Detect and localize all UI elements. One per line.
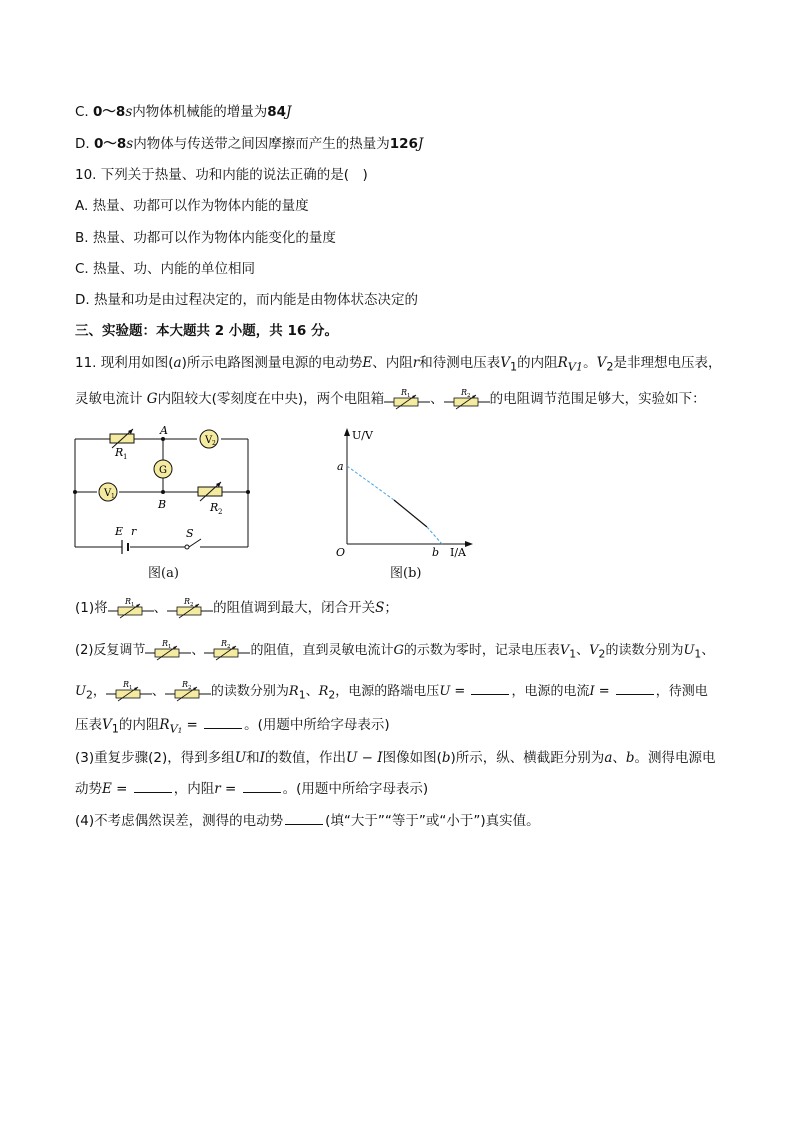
- step-symbol: R: [318, 684, 329, 699]
- step-symbol: U: [75, 684, 86, 699]
- resistor-box-r1-icon: [384, 388, 430, 410]
- step-text: 动势: [75, 781, 102, 797]
- option-c-text: 内物体机械能的增量为: [132, 104, 268, 120]
- option-d-value: 126: [389, 136, 418, 152]
- step-text: )所示，纵、横截距分别为: [450, 750, 605, 766]
- resistor-box-r1-icon: [108, 597, 154, 619]
- q11-text: 11. 现利用如图(: [75, 355, 174, 371]
- figure-a-caption: 图(a): [148, 566, 179, 581]
- step-text: =: [111, 781, 132, 797]
- step-text: 、: [612, 750, 626, 766]
- answer-blank-comparison[interactable]: [285, 812, 323, 825]
- step-text: =: [182, 717, 203, 733]
- step-symbol: I: [589, 684, 595, 699]
- step-subscript: 2: [85, 688, 93, 702]
- q11-text: 灵敏电流计: [75, 391, 147, 407]
- step-symbol: r: [214, 781, 221, 797]
- label-v2-sub: 2: [212, 440, 216, 447]
- resistor-box-r2-icon: [167, 597, 213, 619]
- q11-symbol-r: r: [412, 355, 420, 371]
- label-v2: V: [205, 435, 213, 446]
- step-3-cont: [75, 780, 428, 798]
- section-3-score: 16: [287, 323, 307, 339]
- intercept-a-label: a: [337, 460, 344, 473]
- step-symbol: b: [625, 750, 635, 766]
- option-d-text: 内物体与传送带之间因摩擦而产生的热量为: [133, 136, 390, 152]
- option-d-value-unit: J: [417, 136, 424, 152]
- answer-blank-emf[interactable]: [134, 780, 172, 793]
- option-d-prefix: D.: [75, 136, 94, 152]
- resistor-box-r2-icon: [204, 639, 250, 661]
- step-symbol: I: [259, 750, 265, 766]
- step-2-cont-2: [75, 716, 390, 739]
- option-d-range: 0～8: [93, 136, 127, 152]
- q10-option-b: B. 热量、功都可以作为物体内能变化的量度: [75, 230, 336, 246]
- resistor-label: R: [162, 639, 169, 648]
- step-text: (2)反复调节: [75, 643, 146, 658]
- step-symbol: U − I: [345, 750, 383, 766]
- step-symbol: E: [102, 781, 112, 797]
- step-text: 、: [305, 684, 319, 699]
- q10-stem: 10. 下列关于热量、功和内能的说法正确的是( ): [75, 167, 368, 183]
- circuit-diagram: [70, 424, 260, 582]
- step-text: 、: [701, 643, 715, 658]
- step-text: ，待测电: [655, 684, 708, 699]
- q11-subscript: 2: [606, 360, 614, 374]
- step-symbol: U: [439, 684, 451, 699]
- step-text: ；: [384, 600, 398, 616]
- q11-symbol-v2: V: [596, 355, 607, 371]
- step-4: [75, 812, 540, 830]
- step-2-cont: [75, 680, 708, 705]
- q11-symbol-rv1: R: [557, 355, 568, 371]
- resistor-label-sub: 1: [128, 685, 133, 691]
- label-e: E: [115, 525, 124, 538]
- step-text: ，电源的路端电压: [335, 684, 440, 699]
- step-symbol: U: [683, 643, 695, 658]
- step-symbol: V: [102, 717, 112, 733]
- option-c-value-unit: J: [286, 104, 292, 120]
- step-text: 的阻值，直到灵敏电流计: [250, 643, 394, 658]
- resistor-label-sub: 2: [466, 393, 471, 399]
- q11-text: 、: [430, 391, 444, 407]
- step-symbol: S: [375, 600, 385, 616]
- q11-text: 的内阻: [517, 355, 558, 371]
- label-r1: R: [115, 446, 124, 459]
- option-c: [75, 103, 291, 121]
- resistor-label-sub: 2: [187, 685, 192, 691]
- step-text: (3)重复步骤(2)，得到多组: [75, 750, 235, 766]
- resistor-label: R: [221, 639, 228, 648]
- q11-symbol-g: G: [146, 391, 158, 407]
- step-symbol: V: [559, 643, 570, 658]
- q11-line-1: [75, 354, 722, 377]
- q11-text: 的电阻调节范围足够大，实验如下：: [489, 391, 706, 407]
- resistor-box-r2-icon: [444, 388, 490, 410]
- q11-text: 。: [583, 355, 597, 371]
- option-c-range: 0～8: [93, 104, 126, 120]
- q11-fig-a-ref: a: [173, 355, 182, 371]
- label-b: B: [158, 498, 167, 511]
- ui-graph: [332, 424, 482, 559]
- step-subscript: 1: [111, 722, 119, 736]
- option-d-unit: s: [126, 136, 134, 152]
- resistor-label: R: [122, 680, 129, 689]
- section-3-prefix: 三、实验题：本大题共: [75, 323, 215, 339]
- step-symbol: b: [441, 750, 451, 766]
- step-text: 的数值，作出: [264, 750, 346, 766]
- step-text: ，内阻: [173, 781, 215, 797]
- q11-text: 和待测电压表: [419, 355, 501, 371]
- step-subscript: 2: [328, 688, 336, 702]
- label-a: A: [160, 424, 168, 437]
- resistor-label: R: [460, 388, 467, 397]
- resistor-label-sub: 2: [227, 644, 231, 650]
- step-text: 的内阻: [118, 717, 160, 733]
- step-text: 。(用题中所给字母表示): [244, 717, 390, 733]
- resistor-box-r2-icon: [165, 680, 211, 702]
- q10-option-a: A. 热量、功都可以作为物体内能的量度: [75, 198, 309, 214]
- step-text: 、: [191, 643, 205, 658]
- q11-symbol-v1: V: [500, 355, 510, 371]
- step-symbol: G: [393, 643, 404, 658]
- resistor-label-sub: 2: [190, 602, 194, 608]
- resistor-label-sub: 1: [168, 644, 172, 650]
- origin-label: O: [336, 546, 346, 559]
- step-1: [75, 597, 398, 619]
- step-symbol: R: [159, 717, 170, 733]
- resistor-label-sub: 1: [407, 393, 411, 399]
- label-r2: R: [210, 501, 219, 514]
- label-v1: V: [104, 488, 112, 499]
- step-text: 、: [151, 684, 165, 699]
- q11-symbol-e: E: [362, 355, 373, 371]
- q11-subscript: V1: [567, 360, 584, 374]
- q11-subscript: 1: [509, 360, 518, 374]
- label-r: r: [131, 525, 137, 538]
- step-symbol: a: [604, 750, 613, 766]
- option-c-value: 84: [267, 104, 287, 120]
- step-subscript: 1: [569, 647, 577, 661]
- y-axis-label: U/V: [352, 429, 373, 442]
- extrapolation-upper: [347, 466, 394, 500]
- x-axis-label: I/A: [450, 546, 466, 559]
- q10-option-c: C. 热量、功、内能的单位相同: [75, 261, 256, 277]
- q11-text: )所示电路图测量电源的电动势: [181, 355, 363, 371]
- step-subscript: 1: [298, 688, 306, 702]
- step-symbol: V: [589, 643, 599, 658]
- step-text: 图像如图(: [382, 750, 442, 766]
- q11-line-2: [75, 388, 706, 410]
- step-text: 的示数为零时，记录电压表: [403, 643, 560, 658]
- step-text: 的阻值调到最大，闭合开关: [213, 600, 376, 616]
- resistor-label: R: [124, 597, 131, 606]
- step-subscript: V₁: [169, 722, 183, 736]
- answer-blank-current[interactable]: [616, 682, 654, 695]
- step-2: [75, 639, 714, 664]
- step-text: =: [594, 684, 614, 699]
- label-g: G: [159, 465, 167, 476]
- label-v1-sub: 1: [111, 493, 115, 500]
- option-c-prefix: C.: [75, 104, 94, 120]
- extrapolation-lower: [427, 527, 442, 544]
- step-text: 压表: [75, 717, 102, 733]
- step-text: 的读数分别为: [605, 643, 684, 658]
- step-text: 的读数分别为: [210, 684, 289, 699]
- step-subscript: 1: [694, 647, 702, 661]
- label-r2-sub: 2: [218, 508, 223, 516]
- label-r1-sub: 1: [123, 453, 128, 461]
- q10-option-d: D. 热量和功是由过程决定的，而内能是由物体状态决定的: [75, 292, 418, 308]
- step-text: (1)将: [75, 600, 108, 616]
- step-text: =: [450, 684, 470, 699]
- resistor-label: R: [401, 388, 408, 397]
- resistor-box-r1-icon: [145, 639, 191, 661]
- q11-text: 是非理想电压表，: [613, 355, 722, 371]
- step-text: 。(用题中所给字母表示): [282, 781, 429, 797]
- section-3-count: 2: [214, 323, 225, 339]
- q11-text: 内阻较大(零刻度在中央)，两个电阻箱: [157, 391, 385, 407]
- step-symbol: U: [234, 750, 247, 766]
- section-3-mid: 小题，共: [224, 323, 288, 339]
- answer-blank-voltage[interactable]: [471, 682, 509, 695]
- step-text: ，电源的电流: [511, 684, 590, 699]
- resistor-box-r1-icon: [106, 680, 152, 702]
- step-text: (4)不考虑偶然误差，测得的电动势: [75, 813, 284, 829]
- step-symbol: R: [288, 684, 299, 699]
- figure-b-caption: 图(b): [390, 566, 422, 581]
- step-subscript: 2: [598, 647, 606, 661]
- step-text: (填“大于”“等于”或“小于”)真实值。: [325, 813, 540, 829]
- step-text: 和: [246, 750, 260, 766]
- q11-text: 、内阻: [372, 355, 413, 371]
- option-c-unit: s: [125, 104, 133, 120]
- step-text: 。测得电源电: [634, 750, 716, 766]
- step-3: [75, 749, 716, 767]
- section-3-heading: [75, 322, 338, 340]
- step-text: =: [220, 781, 241, 797]
- resistor-label: R: [184, 597, 191, 606]
- resistor-label-sub: 1: [130, 602, 135, 608]
- label-s: S: [186, 527, 194, 540]
- step-text: ，: [92, 684, 106, 699]
- data-line: [394, 500, 427, 527]
- answer-blank-rv1[interactable]: [204, 716, 242, 729]
- resistor-label: R: [181, 680, 188, 689]
- intercept-b-label: b: [432, 546, 440, 559]
- step-text: 、: [153, 600, 168, 616]
- section-3-suffix: 分。: [306, 323, 339, 339]
- option-d: [75, 135, 423, 153]
- answer-blank-internal-resistance[interactable]: [243, 780, 281, 793]
- step-text: 、: [576, 643, 590, 658]
